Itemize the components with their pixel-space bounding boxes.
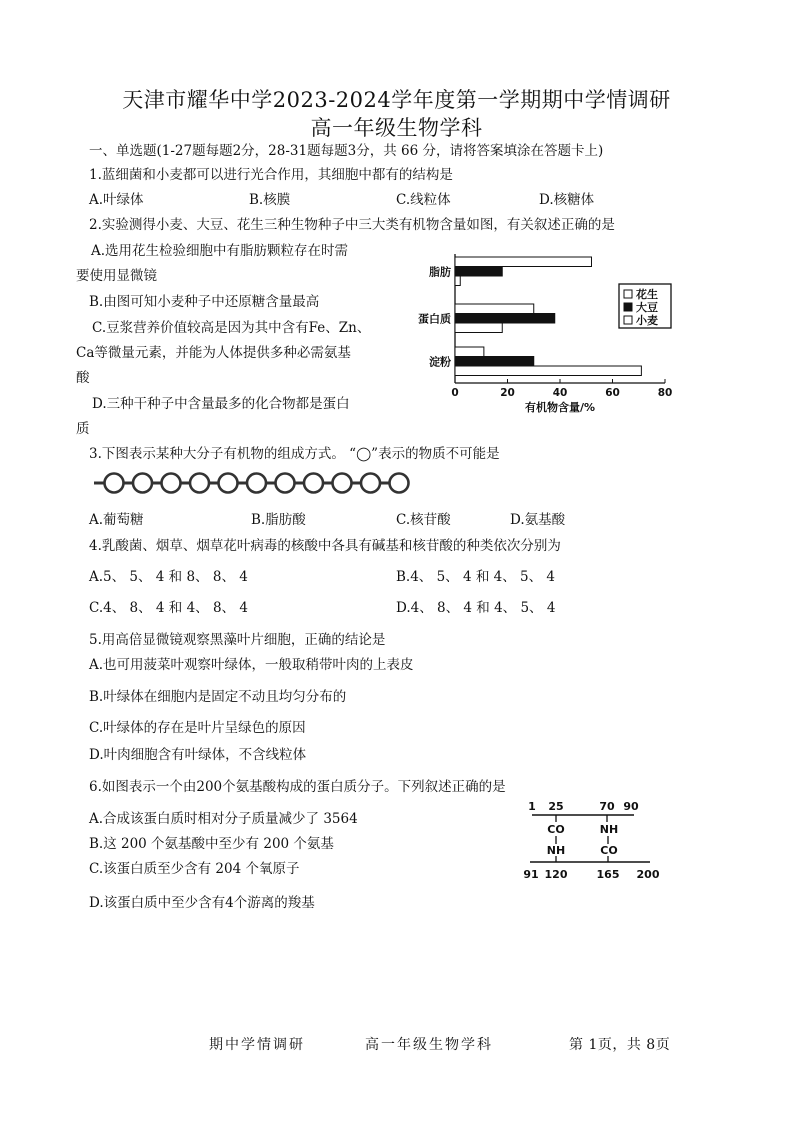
q2-option-d-line2: 质: [76, 421, 90, 437]
monomer-circle: [390, 474, 409, 493]
q6-option-b: B.这 200 个氨基酸中至少有 200 个氨基: [89, 836, 334, 852]
x-axis-label: 有机物含量/%: [524, 401, 596, 414]
left-link-nh: NH: [546, 844, 566, 857]
bottom-label-1: 91: [523, 868, 539, 881]
monomer-circle: [105, 474, 124, 493]
q1-option-c: C.线粒体: [396, 192, 451, 208]
q5-option-a: A.也可用菠菜叶观察叶绿体，一般取稍带叶肉的上表皮: [89, 657, 414, 673]
q3-stem: 3.下图表示某种大分子有机物的组成方式。 “◯”表示的物质不可能是: [89, 446, 500, 462]
bar-0-2: [455, 276, 460, 286]
legend-swatch-0: [624, 290, 632, 298]
x-tick-label-3: 60: [605, 387, 620, 399]
q6-option-a: A.合成该蛋白质时相对分子质量减少了 3564: [89, 811, 358, 827]
q1-option-a: A.叶绿体: [89, 192, 144, 208]
category-label-1: 蛋白质: [418, 312, 451, 326]
category-label-0: 脂肪: [429, 265, 451, 279]
bar-2-0: [455, 347, 484, 357]
monomer-circle: [190, 474, 209, 493]
bar-0-1: [455, 267, 502, 277]
protein-structure-diagram: [522, 798, 672, 884]
x-tick-label-1: 20: [500, 387, 515, 399]
bar-1-0: [455, 304, 534, 314]
x-tick-label-2: 40: [552, 387, 568, 399]
category-label-2: 淀粉: [429, 355, 451, 369]
right-link-co: CO: [600, 844, 618, 857]
right-link-nh: NH: [599, 823, 619, 836]
q3-option-a: A.葡萄糖: [89, 512, 144, 528]
bar-1-1: [455, 314, 555, 324]
q5-option-c: C.叶绿体的存在是叶片呈绿色的原因: [89, 720, 306, 736]
monomer-chain-diagram: [92, 468, 410, 498]
q2-stem: 2.实验测得小麦、大豆、花生三种生物种子中三大类有机物含量如图，有关叙述正确的是: [89, 217, 615, 233]
top-label-2: 25: [548, 800, 564, 813]
top-label-1: 1: [528, 800, 536, 813]
legend-label-1: 大豆: [636, 301, 658, 314]
footer-exam-name: 期中学情调研: [209, 1037, 305, 1053]
monomer-circle: [304, 474, 323, 493]
q4-option-a: A.5、 5、 4 和 8、 8、 4: [89, 569, 248, 585]
left-link-co: CO: [547, 823, 565, 836]
legend-label-2: 小麦: [636, 314, 658, 327]
q3-option-b: B.脂肪酸: [251, 512, 306, 528]
q1-option-d: D.核糖体: [539, 192, 595, 208]
q2-option-d-line1: D.三种干种子中含量最多的化合物都是蛋白: [92, 396, 350, 412]
bar-1-2: [455, 323, 502, 333]
exam-title: 天津市耀华中学2023-2024学年度第一学期期中学情调研: [122, 88, 671, 112]
q2-option-c-line2: Ca等微量元素，并能为人体提供多种必需氨基: [76, 345, 351, 361]
bottom-label-4: 200: [636, 868, 660, 881]
x-tick-label-0: 0: [451, 387, 459, 399]
q2-option-a-line1: A.选用花生检验细胞中有脂肪颗粒存在时需: [91, 243, 349, 259]
q3-option-c: C.核苷酸: [396, 512, 451, 528]
q2-option-c-line3: 酸: [76, 370, 90, 386]
organic-content-bar-chart: [405, 246, 685, 416]
q6-option-d: D.该蛋白质中至少含有4个游离的羧基: [89, 895, 315, 911]
q6-stem: 6.如图表示一个由200个氨基酸构成的蛋白质分子。下列叙述正确的是: [89, 779, 506, 795]
monomer-circle: [276, 474, 295, 493]
bar-0-0: [455, 257, 592, 267]
q5-stem: 5.用高倍显微镜观察黑藻叶片细胞，正确的结论是: [89, 632, 386, 648]
footer-page-number: 第 1页，共 8页: [569, 1037, 671, 1053]
legend-label-0: 花生: [636, 288, 658, 301]
monomer-circle: [133, 474, 152, 493]
q2-option-a-line2: 要使用显微镜: [76, 268, 157, 284]
bar-2-1: [455, 357, 534, 367]
top-label-3: 70: [599, 800, 615, 813]
monomer-circle: [333, 474, 352, 493]
monomer-circle: [361, 474, 380, 493]
bottom-label-3: 165: [596, 868, 620, 881]
monomer-circle: [162, 474, 181, 493]
q3-option-d: D.氨基酸: [510, 512, 566, 528]
top-label-4: 90: [623, 800, 639, 813]
section-heading: 一、单选题(1-27题每题2分，28-31题每题3分，共 66 分，请将答案填涂在答题卡上): [89, 143, 604, 159]
q5-option-d: D.叶肉细胞含有叶绿体，不含线粒体: [89, 747, 307, 763]
q2-option-b: B.由图可知小麦种子中还原糖含量最高: [89, 294, 320, 310]
exam-subtitle: 高一年级生物学科: [310, 116, 483, 140]
bar-2-2: [455, 366, 641, 376]
legend-swatch-1: [624, 303, 632, 311]
q6-option-c: C.该蛋白质至少含有 204 个氧原子: [89, 861, 300, 877]
q4-stem: 4.乳酸菌、烟草、烟草花叶病毒的核酸中各具有碱基和核苷酸的种类依次分别为: [89, 538, 561, 554]
q4-option-b: B.4、 5、 4 和 4、 5、 4: [396, 569, 555, 585]
q5-option-b: B.叶绿体在细胞内是固定不动且均匀分布的: [89, 689, 347, 705]
q1-option-b: B.核膜: [249, 192, 291, 208]
q2-option-c-line1: C.豆浆营养价值较高是因为其中含有Fe、Zn、: [92, 320, 371, 336]
monomer-circle: [247, 474, 266, 493]
monomer-circle: [219, 474, 238, 493]
q4-option-d: D.4、 8、 4 和 4、 5、 4: [396, 600, 556, 616]
q1-stem: 1.蓝细菌和小麦都可以进行光合作用，其细胞中都有的结构是: [89, 167, 453, 183]
bottom-label-2: 120: [544, 868, 568, 881]
legend-swatch-2: [624, 316, 632, 324]
footer-subject: 高一年级生物学科: [365, 1037, 493, 1053]
q4-option-c: C.4、 8、 4 和 4、 8、 4: [89, 600, 248, 616]
x-tick-label-4: 80: [657, 387, 673, 399]
